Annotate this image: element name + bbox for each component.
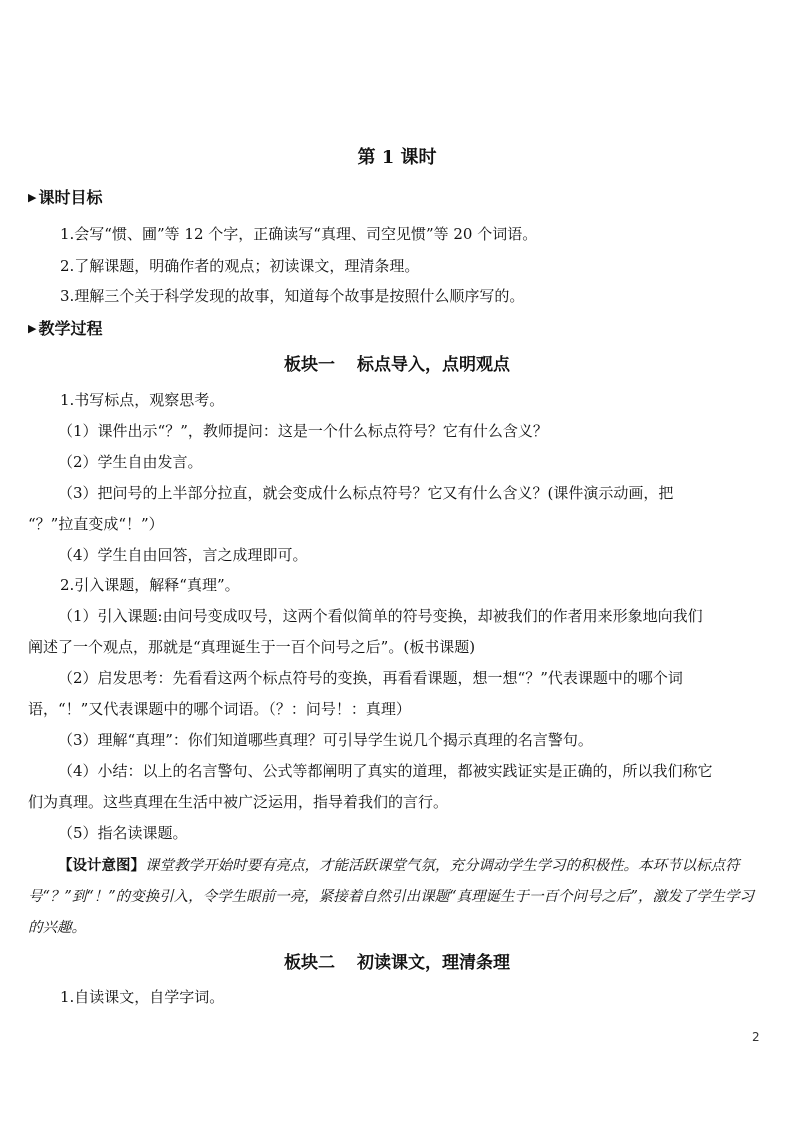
body-line: （5）指名读课题。 — [58, 824, 188, 842]
goals-heading — [28, 187, 102, 209]
block2-name: 初读课文，理清条理 — [357, 953, 510, 973]
design-intent-tag: 【设计意图】 — [58, 857, 145, 874]
body-line: （4）小结：以上的名言警句、公式等都阐明了真实的道理，都被实践证实是正确的，所以我们称它 — [58, 762, 713, 780]
goals-heading-text: 课时目标 — [38, 188, 103, 207]
goal-item: 2.了解课题，明确作者的观点；初读课文，理清条理。 — [60, 257, 420, 275]
body-line: （4）学生自由回答，言之成理即可。 — [58, 546, 308, 564]
process-heading — [28, 318, 102, 340]
body-line: 阐述了一个观点，那就是“真理诞生于一百个问号之后”。(板书课题) — [28, 638, 476, 656]
body-line: （1）课件出示“？”，教师提问：这是一个什么标点符号？它有什么含义？ — [58, 422, 548, 440]
design-intent-text: 课堂教学开始时要有亮点，才能活跃课堂气氛，充分调动学生学习的积极性。本环节以标点符号“？”到“！”的变换引入，令学生眼前一亮，紧接着自然引出课题“真理诞生于一百个问号之后”，激发了学生学习的兴趣。 — [28, 858, 754, 936]
body-line: 1.自读课文，自学字词。 — [60, 988, 225, 1006]
design-intent-paragraph — [28, 850, 768, 944]
body-line: （2）学生自由发言。 — [58, 453, 203, 471]
triangle-bullet-icon: ▶ — [28, 322, 37, 335]
block2-label: 板块二 — [284, 953, 335, 973]
body-line: （2）启发思考：先看看这两个标点符号的变换，再看看课题，想一想“？”代表课题中的哪个词 — [58, 669, 683, 687]
body-line: （3）理解“真理”：你们知道哪些真理？可引导学生说几个揭示真理的名言警句。 — [58, 731, 593, 749]
block1-title — [0, 354, 794, 376]
goal-item: 3.理解三个关于科学发现的故事，知道每个故事是按照什么顺序写的。 — [60, 287, 525, 305]
body-line: 语，“！”又代表课题中的哪个词语。（？：问号！：真理） — [28, 700, 411, 718]
lesson-title: 第 1 课时 — [357, 147, 437, 168]
body-line: 1.书写标点，观察思考。 — [60, 391, 225, 409]
body-line: “？”拉直变成“！”） — [28, 515, 164, 533]
body-line: 2.引入课题，解释“真理”。 — [60, 576, 240, 594]
page-number: 2 — [752, 1030, 760, 1044]
body-line: 们为真理。这些真理在生活中被广泛运用，指导着我们的言行。 — [28, 793, 449, 811]
block1-name: 标点导入，点明观点 — [357, 355, 510, 375]
body-line: （3）把问号的上半部分拉直，就会变成什么标点符号？它又有什么含义？(课件演示动画，把 — [58, 484, 674, 502]
goal-item: 1.会写“惯、圃”等 12 个字，正确读写“真理、司空见惯”等 20 个词语。 — [60, 225, 538, 243]
block1-label: 板块一 — [284, 355, 335, 375]
process-heading-text: 教学过程 — [38, 319, 103, 338]
triangle-bullet-icon: ▶ — [28, 191, 37, 204]
block2-title — [0, 952, 794, 974]
body-line: （1）引入课题:由问号变成叹号，这两个看似简单的符号变换，却被我们的作者用来形象地向我们 — [58, 607, 703, 625]
